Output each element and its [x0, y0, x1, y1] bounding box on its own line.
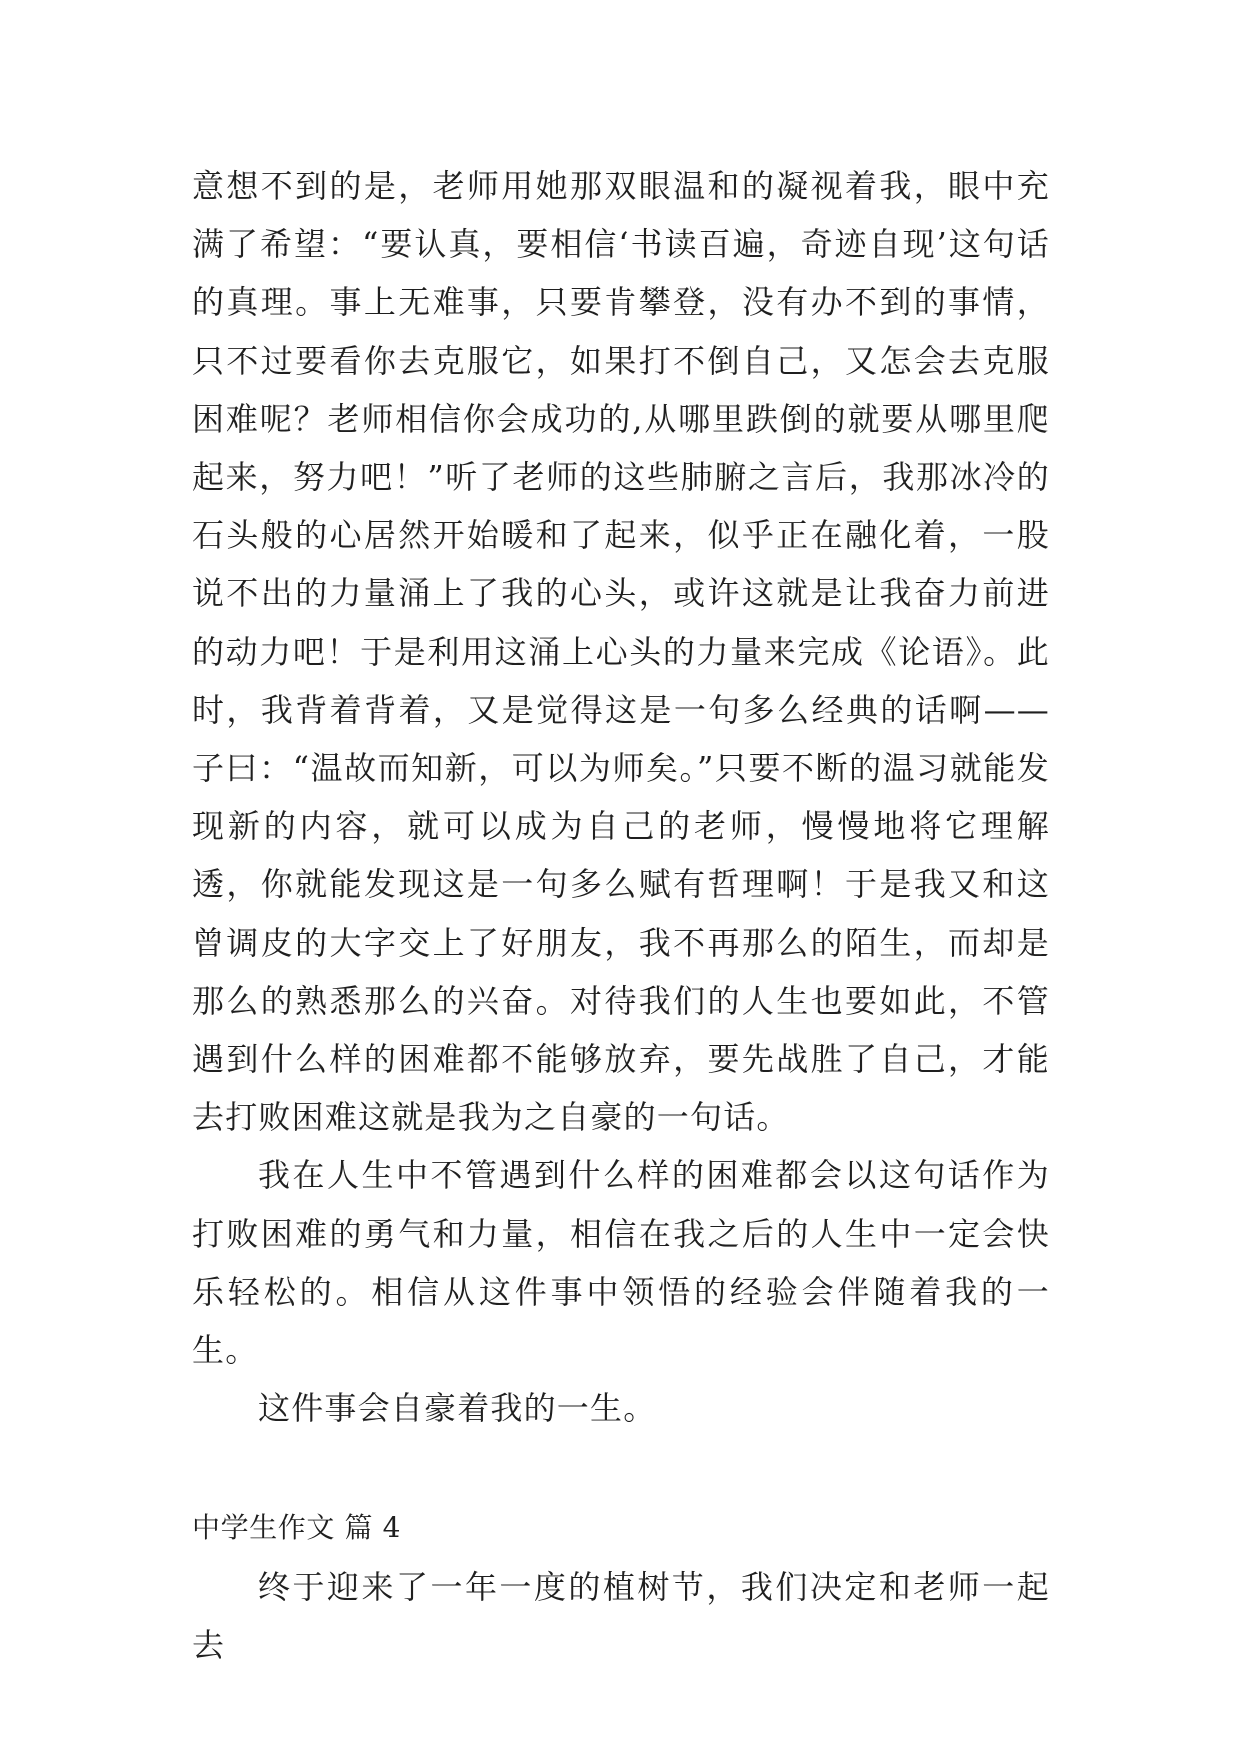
body-paragraph: 这件事会自豪着我的一生。	[258, 1389, 657, 1428]
section-spacer	[192, 1437, 1050, 1499]
body-paragraph: 终于迎来了一年一度的植树节，我们决定和老师一起去	[192, 1567, 1050, 1664]
body-paragraph: 意想不到的是，老师用她那双眼温和的凝视着我，眼中充满了希望：“要认真，要相信‘书读百遍，奇迹自现’这句话的真理。事上无难事，只要肯攀登，没有办不到的事情，只不过要看你去克服它，如果打不倒自己，又怎会去克服困难呢？老师相信你会成功的,从哪里跌倒的就要从哪里爬起来，努力吧！”听了老师的这些肺腑之言后，我那冰冷的石头般的心居然开始暖和了起来，似乎正在融化着，一股说不出的力量涌上了我的心头，或许这就是让我奋力前进的动力吧！于是利用这涌上心头的力量来完成《论语》。此时，我背着背着，又是觉得这是一句多么经典的话啊——子曰：“温故而知新，可以为师矣。”只要不断的温习就能发现新的内容，就可以成为自己的老师，慢慢地将它理解透，你就能发现这是一句多么赋有哲理啊！于是我又和这曾调皮的大字交上了好朋友，我不再那么的陌生，而却是那么的熟悉那么的兴奋。对待我们的人生也要如此，不管遇到什么样的困难都不能够放弃，要先战胜了自己，才能去打败困难这就是我为之自豪的一句话。	[192, 167, 1050, 1137]
section-heading: 中学生作文 篇 4	[192, 1511, 402, 1545]
document-body	[192, 157, 1050, 1674]
body-paragraph: 我在人生中不管遇到什么样的困难都会以这句话作为打败困难的勇气和力量，相信在我之后的人生中一定会快乐轻松的。相信从这件事中领悟的经验会伴随着我的一生。	[192, 1156, 1050, 1370]
